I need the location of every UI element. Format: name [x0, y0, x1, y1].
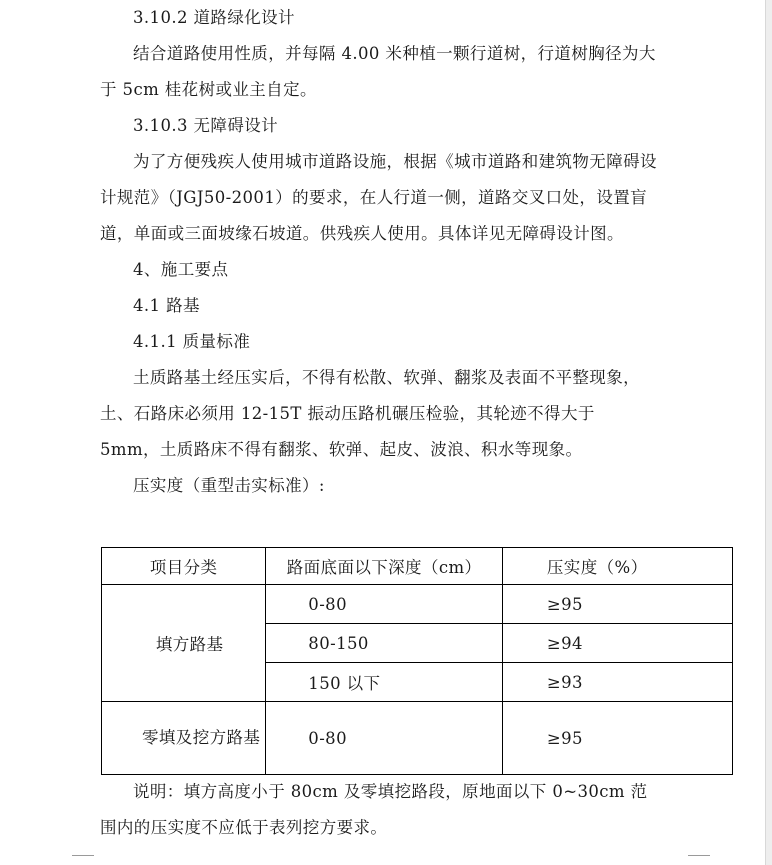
- page-corner-mark-right: [688, 855, 710, 864]
- compaction-table: [101, 547, 733, 775]
- paragraph-greening: 结合道路使用性质，并每隔 4.00 米种植一颗行道树，行道树胸径为大于 5cm 桂花树或业主自定。: [100, 44, 656, 99]
- compaction-cell: ≥94: [502, 624, 732, 663]
- section-heading-4-1: 4.1 路基: [133, 296, 200, 315]
- compaction-cell: ≥95: [502, 702, 732, 775]
- section-heading-4-1-1: 4.1.1 质量标准: [133, 332, 251, 351]
- table-row: [102, 702, 733, 775]
- section-heading-3-10-3: 3.10.3 无障碍设计: [133, 116, 279, 135]
- body-text-lower: [100, 774, 660, 846]
- paragraph-note: 说明：填方高度小于 80cm 及零填挖路段，原地面以下 0~30cm 范围内的压实度不应低于表列挖方要求。: [100, 782, 648, 837]
- depth-cell: 0-80: [266, 585, 503, 624]
- depth-cell: 80-150: [266, 624, 503, 663]
- cut-subgrade-label: 零填及挖方路基: [102, 702, 266, 775]
- paragraph-quality-standard: 土质路基土经压实后，不得有松散、软弹、翻浆及表面不平整现象，土、石路床必须用 12-15T 振动压路机碾压检验，其轮迹不得大于 5mm，土质路床不得有翻浆、软弹、起皮、波浪、积水等现象。: [100, 368, 640, 459]
- table-header-row: [102, 548, 733, 585]
- header-depth: 路面底面以下深度（cm）: [266, 548, 503, 585]
- compaction-cell: ≥95: [502, 585, 732, 624]
- depth-cell: 0-80: [266, 702, 503, 775]
- compaction-cell: ≥93: [502, 663, 732, 702]
- header-compaction: 压实度（%）: [502, 548, 732, 585]
- table-caption: 压实度（重型击实标准）:: [133, 476, 325, 495]
- page-corner-mark-left: [72, 855, 94, 864]
- window-right-edge: [765, 0, 772, 865]
- depth-cell: 150 以下: [266, 663, 503, 702]
- section-heading-3-10-2: 3.10.2 道路绿化设计: [133, 8, 295, 27]
- header-category: 项目分类: [102, 548, 266, 585]
- table-row: [102, 585, 733, 624]
- section-heading-4: 4、施工要点: [133, 260, 229, 279]
- fill-subgrade-label: 填方路基: [102, 585, 266, 702]
- body-text-upper: [100, 0, 660, 504]
- paragraph-barrier-free: 为了方便残疾人使用城市道路设施，根据《城市道路和建筑物无障碍设计规范》（JGJ50-2001）的要求，在人行道一侧，道路交叉口处，设置盲道，单面或三面坡缘石坡道。供残疾人使用。具体详见无障碍设计图。: [100, 152, 657, 243]
